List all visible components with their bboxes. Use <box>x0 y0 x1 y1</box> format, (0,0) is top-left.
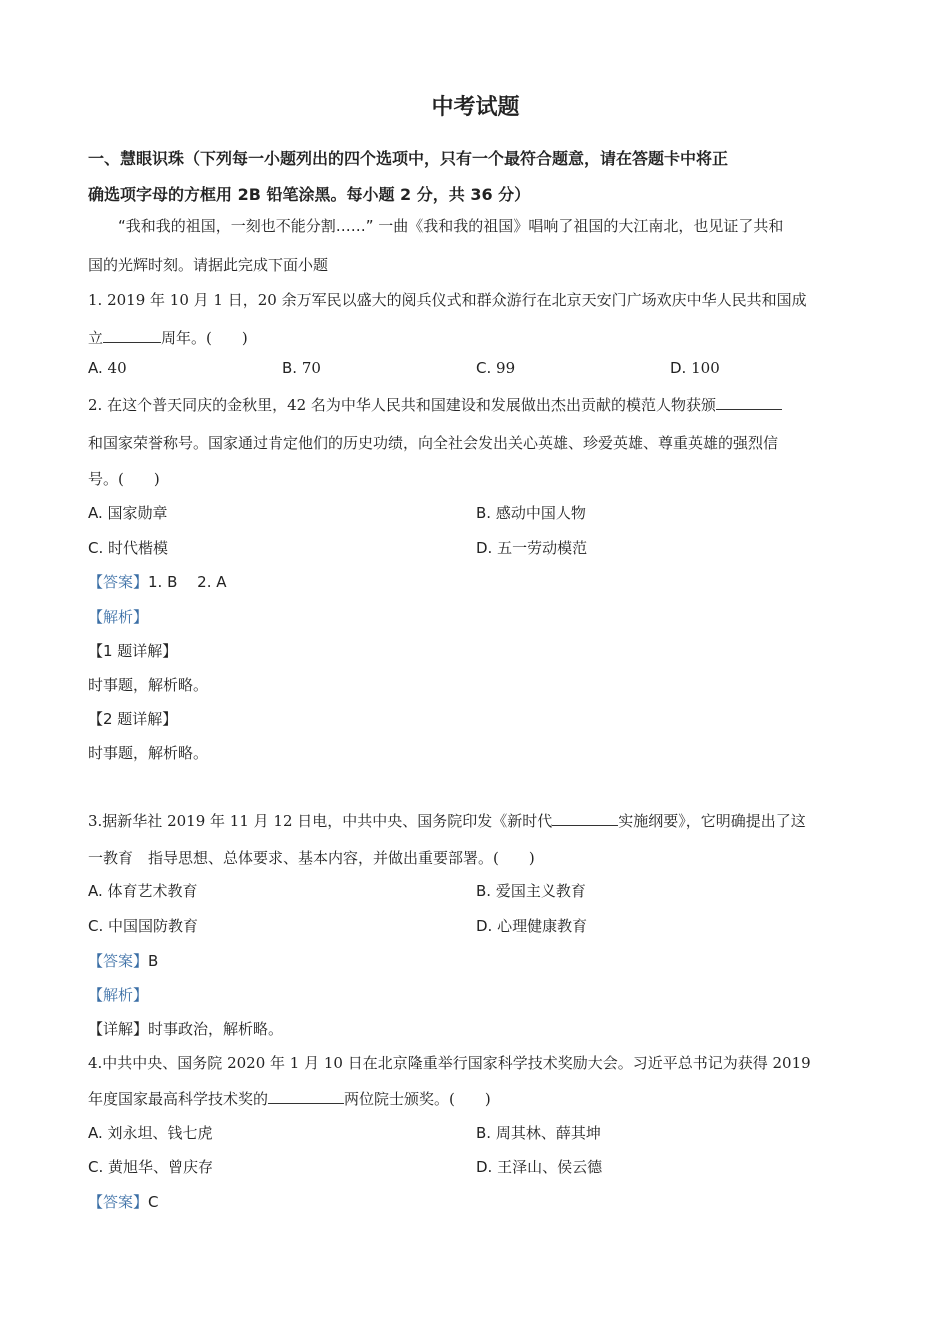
section-heading-line2: 确选项字母的方框用 2B 铅笔涂黑。每小题 2 分，共 36 分） <box>88 185 531 204</box>
q3-option-a: A. 体育艺术教育 <box>88 882 198 900</box>
q3-detail: 【详解】时事政治，解析略。 <box>88 1020 284 1038</box>
q2-option-c: C. 时代楷模 <box>88 539 169 557</box>
q4-answer: 【答案】C <box>88 1193 159 1211</box>
q3-option-b: B. 爱国主义教育 <box>476 882 586 900</box>
q1-option-c: C. 99 <box>476 359 516 377</box>
detail1-text: 时事题，解析略。 <box>88 676 209 694</box>
q3-stem-line2: 一教育 指导思想、总体要求、基本内容，并做出重要部署。( ) <box>88 849 535 867</box>
q2-stem-text: 2. 在这个普天同庆的金秋里，42 名为中华人民共和国建设和发展做出杰出贡献的模范人物获颁 <box>88 396 716 414</box>
q3-option-d: D. 心理健康教育 <box>476 917 588 935</box>
group1-analysis-label: 【解析】 <box>88 608 149 626</box>
q3-option-c: C. 中国国防教育 <box>88 917 199 935</box>
section-heading-line1: 一、慧眼识珠（下列每一小题列出的四个选项中，只有一个最符合题意，请在答题卡中将正 <box>88 149 729 168</box>
q2-stem-line3: 号。( ) <box>88 470 160 488</box>
q3-analysis-label: 【解析】 <box>88 986 149 1004</box>
q4-option-d: D. 王泽山、侯云德 <box>476 1158 603 1176</box>
q4-blank <box>268 1089 344 1104</box>
q3-stem-line1: 3.据新华社 2019 年 11 月 12 日电，中共中央、国务院印发《新时代 实施纲要》，它明确提出了这 <box>88 812 806 830</box>
q4-option-c: C. 黄旭华、曾庆存 <box>88 1158 214 1176</box>
q4-option-a: A. 刘永坦、钱七虎 <box>88 1124 213 1142</box>
q2-stem-line1 <box>88 394 782 415</box>
group1-answer <box>88 571 227 592</box>
intro-line2: 国的光辉时刻。请据此完成下面小题 <box>88 256 329 274</box>
q1-option-a: A. 40 <box>88 359 127 377</box>
q1-stem-line1: 1. 2019 年 10 月 1 日，20 余万军民以盛大的阅兵仪式和群众游行在北京天安门广场欢庆中华人民共和国成 <box>88 291 807 309</box>
q1-stem-line2 <box>88 327 248 348</box>
q1-option-d: D. 100 <box>670 359 720 377</box>
q4-stem-line1: 4.中共中央、国务院 2020 年 1 月 10 日在北京隆重举行国家科学技术奖励大会。习近平总书记为获得 2019 <box>88 1054 811 1072</box>
q1-stem-post: 周年。( ) <box>161 329 248 347</box>
q2-stem-line2: 和国家荣誉称号。国家通过肯定他们的历史功绩，向全社会发出关心英雄、珍爱英雄、尊重英雄的强烈信 <box>88 434 779 452</box>
q2-option-b: B. 感动中国人物 <box>476 504 586 522</box>
detail2-label: 【2 题详解】 <box>88 710 178 728</box>
page-title: 中考试题 <box>431 95 520 120</box>
answer-label: 【答案】 <box>88 573 149 591</box>
q4-stem-line2: 年度国家最高科学技术奖的 两位院士颁奖。( ) <box>88 1090 491 1108</box>
intro-line1: “我和我的祖国，一刻也不能分割……” 一曲《我和我的祖国》唱响了祖国的大江南北，也见证了共和 <box>118 217 784 235</box>
q2-option-d: D. 五一劳动模范 <box>476 539 588 557</box>
q2-blank <box>716 395 782 410</box>
q3-blank <box>552 811 618 826</box>
q3-answer: 【答案】B <box>88 952 159 970</box>
q2-option-a: A. 国家勋章 <box>88 504 168 522</box>
q1-blank <box>103 328 161 343</box>
detail1-label: 【1 题详解】 <box>88 642 178 660</box>
q1-option-b: B. 70 <box>282 359 321 377</box>
q4-option-b: B. 周其林、薛其坤 <box>476 1124 601 1142</box>
answer-text: 1. B 2. A <box>148 573 227 591</box>
detail2-text: 时事题，解析略。 <box>88 744 209 762</box>
q1-stem-pre: 立 <box>88 329 104 347</box>
